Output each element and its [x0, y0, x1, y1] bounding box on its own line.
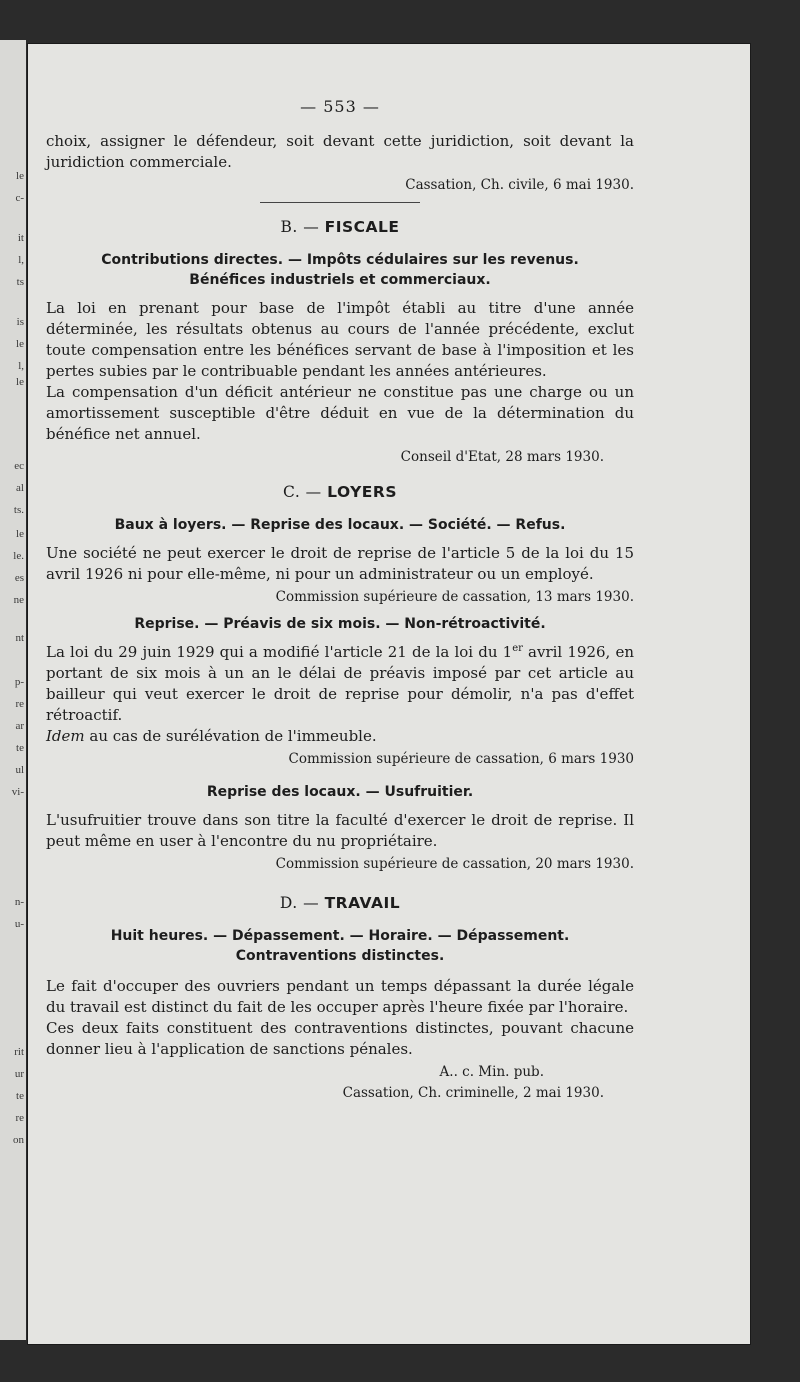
section-c-paragraph-4: L'usufruitier trouve dans son titre la faculté d'exercer le droit de reprise. Il peut même en user à l'encontre du nu propriétaire. [46, 811, 634, 850]
section-c-paragraph-3-text: au cas de surélévation de l'immeuble. [84, 727, 377, 745]
divider [260, 202, 420, 203]
left-margin-fragment: c- [15, 192, 24, 204]
left-margin-fragment: te [16, 742, 24, 754]
section-c-reference-2: Commission supérieure de cassation, 6 mars 1930 [288, 751, 634, 767]
section-d-paragraph-2: Ces deux faits constituent des contraventions distinctes, pouvant chacune donner lieu à l'application de sanctions pénales. [46, 1019, 634, 1058]
section-c-heading-2: Reprise. — Préavis de six mois. — Non-rétroactivité. [134, 616, 546, 632]
document-page [28, 44, 750, 1344]
section-d-name: TRAVAIL [324, 894, 401, 912]
section-c-heading-3: Reprise des locaux. — Usufruitier. [206, 784, 474, 800]
section-b-name: FISCALE [324, 218, 400, 236]
left-margin-fragment: ec [14, 460, 24, 472]
section-b-title [46, 217, 634, 238]
section-b-heading-line-2: Bénéfices industriels et commerciaux. [189, 272, 491, 288]
left-margin-fragment: ar [15, 720, 24, 732]
section-b-reference: Conseil d'Etat, 28 mars 1930. [400, 449, 604, 465]
section-c-paragraph-2 [46, 642, 634, 726]
left-margin-fragment: rit [14, 1046, 24, 1058]
left-margin-fragment: te [16, 1090, 24, 1102]
left-margin-fragment: ne [13, 594, 24, 606]
left-margin-fragment: le. [13, 550, 24, 562]
section-d-reference-2: Cassation, Ch. criminelle, 2 mai 1930. [342, 1085, 604, 1101]
left-margin-fragment: ur [14, 1068, 24, 1080]
section-d-heading-line-1: Huit heures. — Dépassement. — Horaire. — Dépassement. [110, 928, 570, 944]
section-c-reference-1: Commission supérieure de cassation, 13 mars 1930. [275, 589, 634, 605]
section-b-heading [46, 250, 634, 290]
section-d-heading [46, 926, 634, 966]
left-margin-fragment: it [17, 232, 24, 244]
section-c-letter: C. — [283, 483, 322, 501]
left-margin-fragment: es [14, 572, 24, 584]
section-b-paragraph-1: La loi en prenant pour base de l'impôt établi au titre d'une année déterminée, les résultats obtenus au cours de l'année précédente, exclut toute compensation entre les bénéfices servant de base à l'imposition et les pertes subies par le contribuable pendant les années antérieures. [46, 299, 634, 380]
page-content [46, 96, 634, 1104]
section-c-paragraph-3-idem: Idem [46, 727, 85, 745]
left-margin-fragment: le [16, 376, 24, 388]
left-margin-fragment: le [16, 528, 24, 540]
section-b-heading-line-1: Contributions directes. — Impôts cédulaires sur les revenus. [101, 252, 579, 268]
left-margin-fragment: n- [14, 896, 24, 908]
left-margin-fragment: re [15, 698, 24, 710]
section-c-heading-1: Baux à loyers. — Reprise des locaux. — Société. — Refus. [114, 517, 566, 533]
left-margin-fragment: ts [16, 276, 24, 288]
left-margin-fragment: l, [18, 254, 24, 266]
section-d-reference-1: A.. c. Min. pub. [439, 1064, 544, 1080]
left-margin-fragment: re [15, 1112, 24, 1124]
left-margin-fragment: nt [15, 632, 24, 644]
section-c-reference-3: Commission supérieure de cassation, 20 mars 1930. [275, 856, 634, 872]
section-c-name: LOYERS [327, 483, 397, 501]
page-number: — 553 — [300, 97, 380, 116]
section-b-paragraph-2: La compensation d'un déficit antérieur ne constitue pas une charge ou un amortissement susceptible d'être déduit en vue de la détermination du bénéfice net annuel. [46, 383, 634, 443]
intro-paragraph: choix, assigner le défendeur, soit devant cette juridiction, soit devant la juridiction commerciale. [46, 132, 634, 171]
section-b-letter: B. — [280, 218, 320, 236]
left-page-edge [0, 40, 26, 1340]
left-margin-fragment: ul [15, 764, 24, 776]
section-d-title [46, 893, 634, 914]
left-margin-fragment: vi- [11, 786, 24, 798]
section-c-paragraph-1: Une société ne peut exercer le droit de reprise de l'article 5 de la loi du 15 avril 1926 ni pour elle-même, ni pour un administrateur ou un employé. [46, 544, 634, 583]
left-margin-fragment: is [16, 316, 24, 328]
left-margin-fragment: le [16, 338, 24, 350]
section-c-paragraph-2-start: La loi du 29 juin 1929 qui a modifié l'article 21 de la loi du 1 [46, 643, 513, 661]
left-margin-fragment: ts. [13, 504, 24, 516]
section-d-paragraph-1: Le fait d'occuper des ouvriers pendant un temps dépassant la durée légale du travail est distinct du fait de les occuper après l'heure fixée par l'horaire. [46, 977, 634, 1016]
section-c-paragraph-2-superscript: er [512, 643, 523, 654]
section-d-letter: D. — [279, 894, 320, 912]
section-c-paragraph-3 [46, 726, 634, 747]
section-c-paragraph-2-end: avril 1926, en portant de six mois à un an le délai de préavis imposé par cet article au bailleur qui veut exercer le droit de reprise pour démolir, n'a pas d'effet rétroactif. [46, 643, 634, 724]
intro-reference: Cassation, Ch. civile, 6 mai 1930. [405, 177, 634, 193]
left-margin-fragment: al [16, 482, 24, 494]
left-margin-fragment: u- [14, 918, 24, 930]
left-margin-fragment: le [16, 170, 24, 182]
left-margin-fragment: on [13, 1134, 24, 1146]
left-margin-fragment: p- [14, 676, 24, 688]
section-d-heading-line-2: Contraventions distinctes. [235, 948, 445, 964]
left-margin-fragment: l, [18, 360, 24, 372]
section-c-title [46, 482, 634, 503]
